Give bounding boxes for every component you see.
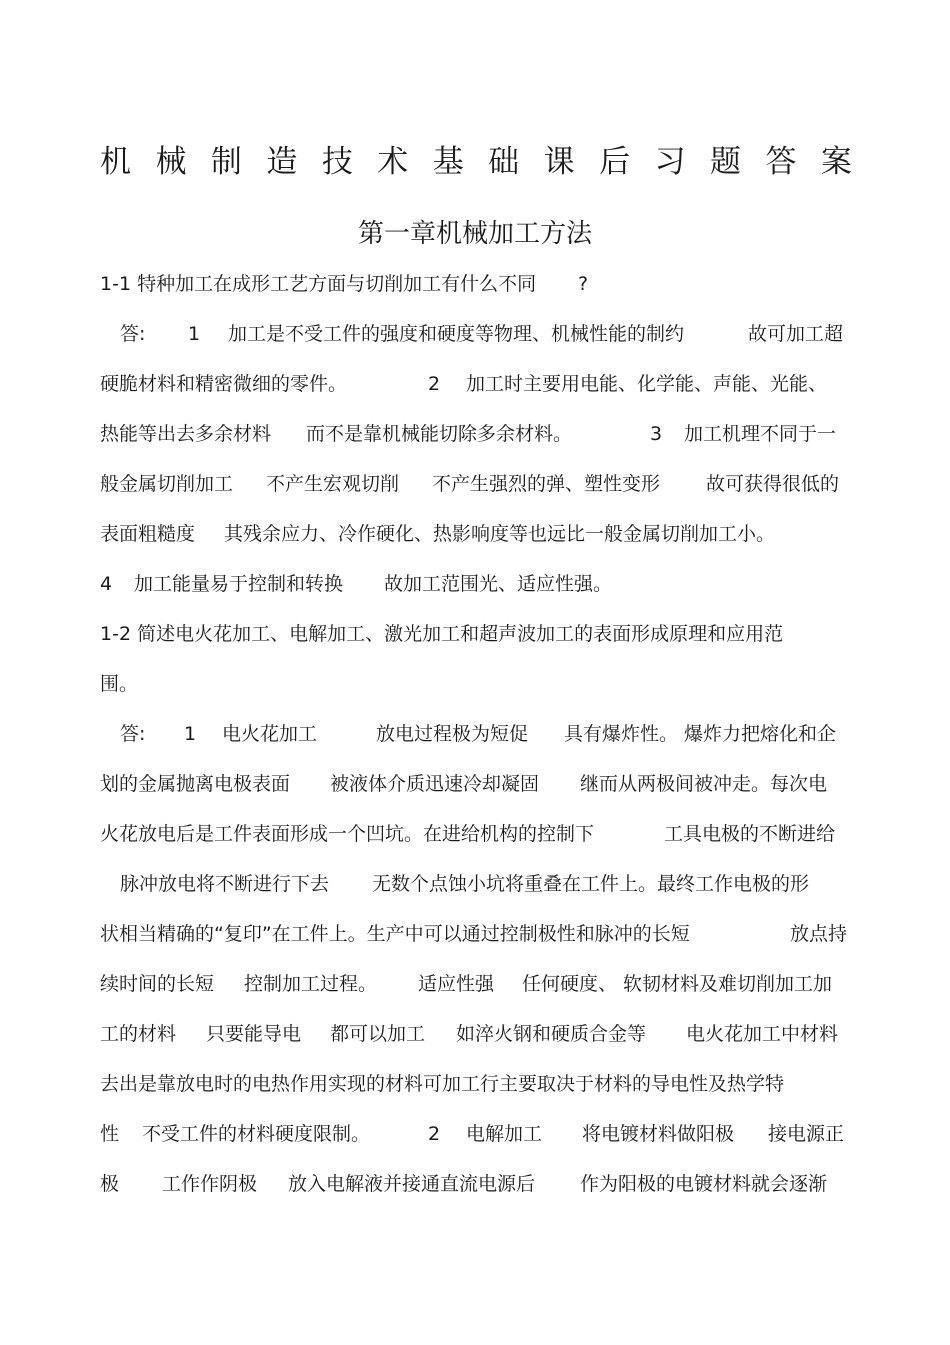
text-segment: 只要能导电: [206, 1023, 302, 1045]
text-segment: 去出是靠放电时的电热作用实现的材料可加工行主要取决于材料的导电性及热学特: [100, 1073, 785, 1095]
text-segment: 将电镀材料做阳极: [582, 1123, 735, 1145]
text-segment: 热能等出去多余材料: [100, 423, 272, 445]
text-segment: 工具电极的不断进给: [664, 823, 836, 845]
title-char: 术: [377, 144, 409, 180]
text-segment: 2: [428, 1123, 441, 1145]
document-title: [100, 144, 852, 180]
text-segment: 故加工范围光、适应性强。: [384, 573, 613, 595]
text-segment: 划的金属抛离电极表面: [100, 773, 291, 795]
title-char: 制: [210, 144, 242, 180]
text-segment: 加工是不受工件的强度和硬度等物理、机械性能的制约: [228, 323, 685, 345]
text-segment: 般金属切削加工: [100, 473, 234, 495]
text-segment: 被液体介质迅速冷却凝固: [330, 773, 540, 795]
text-segment: 1-1 特种加工在成形工艺方面与切削加工有什么不同: [100, 273, 537, 295]
text-segment: 极: [100, 1173, 120, 1195]
text-segment: ?: [578, 273, 589, 295]
title-char: 题: [709, 144, 741, 180]
text-segment: 2: [428, 373, 441, 395]
text-segment: 答:: [120, 323, 146, 345]
text-segment: 继而从两极间被冲走。每次电: [580, 773, 828, 795]
text-segment: 脉冲放电将不断进行下去: [120, 873, 330, 895]
text-segment: 适应性强: [418, 973, 495, 995]
text-segment: 加工时主要用电能、化学能、声能、光能、: [466, 373, 828, 395]
text-segment: 作为阳极的电镀材料就会逐渐: [580, 1173, 828, 1195]
text-segment: 状相当精确的“复印”在工件上。生产中可以通过控制极性和脉冲的长短: [100, 923, 690, 945]
title-char: 技: [321, 144, 353, 180]
text-segment: 1: [184, 723, 197, 745]
text-segment: 放入电解液并接通直流电源后: [288, 1173, 536, 1195]
text-segment: 都可以加工: [330, 1023, 426, 1045]
text-segment: 如淬火钢和硬质合金等: [456, 1023, 647, 1045]
text-segment: 而不是靠机械能切除多余材料。: [306, 423, 573, 445]
text-segment: 放电过程极为短促: [376, 723, 529, 745]
text-segment: 不产生宏观切削: [266, 473, 400, 495]
text-segment: 表面粗糙度: [100, 523, 196, 545]
text-segment: 电解加工: [466, 1123, 543, 1145]
title-char: 后: [599, 144, 631, 180]
text-segment: 性: [100, 1123, 120, 1145]
title-char: 械: [155, 144, 187, 180]
text-segment: 4: [100, 573, 113, 595]
text-segment: 故可加工超: [748, 323, 844, 345]
text-segment: 具有爆炸性。 爆炸力把熔化和企: [564, 723, 837, 745]
text-segment: 电火花加工中材料: [686, 1023, 839, 1045]
text-segment: 围。: [100, 673, 139, 695]
text-segment: 1: [188, 323, 201, 345]
title-char: 课: [543, 144, 575, 180]
title-char: 答: [765, 144, 797, 180]
text-segment: 1-2 简述电火花加工、电解加工、激光加工和超声波加工的表面形成原理和应用范: [100, 623, 784, 645]
text-segment: 其残余应力、冷作硬化、热影响度等也远比一般金属切削加工小。: [224, 523, 776, 545]
title-char: 习: [654, 144, 686, 180]
text-segment: 加工机理不同于一: [684, 423, 837, 445]
text-segment: 接电源正: [768, 1123, 845, 1145]
text-segment: 控制加工过程。: [244, 973, 378, 995]
text-segment: 加工能量易于控制和转换: [134, 573, 344, 595]
text-segment: 无数个点蚀小坑将重叠在工件上。最终工作电极的形: [372, 873, 810, 895]
text-segment: 任何硬度、 软韧材料及难切削加工加: [522, 973, 833, 995]
title-char: 础: [488, 144, 520, 180]
text-segment: 故可获得很低的: [706, 473, 840, 495]
text-segment: 火花放电后是工件表面形成一个凹坑。在进给机构的控制下: [100, 823, 595, 845]
text-segment: 电火花加工: [222, 723, 318, 745]
text-segment: 硬脆材料和精密微细的零件。: [100, 373, 348, 395]
title-char: 造: [266, 144, 298, 180]
title-char: 机: [100, 144, 131, 180]
chapter-heading: 第一章机械加工方法: [357, 219, 592, 249]
title-char: 案: [820, 144, 852, 180]
text-segment: 续时间的长短: [100, 973, 215, 995]
title-char: 基: [432, 144, 464, 180]
text-segment: 不产生强烈的弹、塑性变形: [432, 473, 661, 495]
text-segment: 不受工件的材料硬度限制。: [142, 1123, 371, 1145]
text-segment: 工的材料: [100, 1023, 177, 1045]
text-segment: 放点持: [790, 923, 848, 945]
text-segment: 3: [650, 423, 663, 445]
text-segment: 答:: [120, 723, 146, 745]
text-segment: 工作作阴极: [162, 1173, 258, 1195]
